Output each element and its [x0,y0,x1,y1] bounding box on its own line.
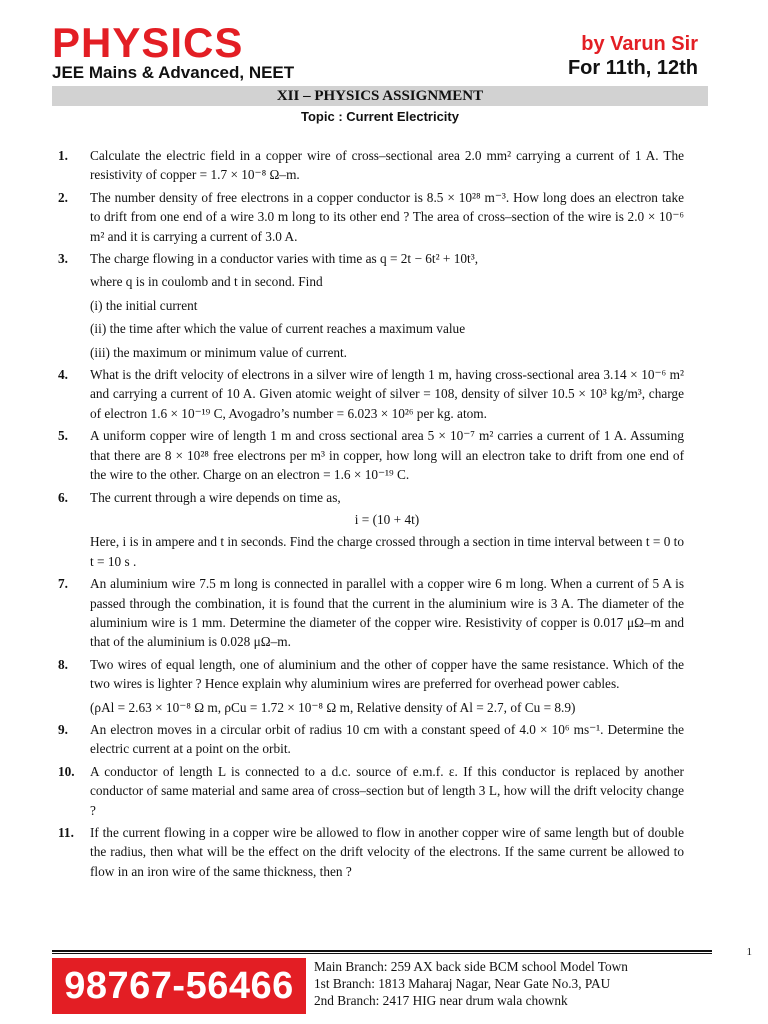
question-text: The number density of free electrons in a copper conductor is 8.5 × 10²⁸ m⁻³. How long does an electron take to drift from one end of a wire 3.0 m long to its other end ? The area of cross–section of the wire is 2.0 × 10⁻⁶ m² and it is carrying a current of 3.0 A. [90,189,684,244]
brand-tagline: JEE Mains & Advanced, NEET [52,63,295,82]
question-item [58,249,684,362]
question-item [58,426,684,484]
question-item [58,574,684,652]
question-list [58,146,684,884]
question-item [58,365,684,423]
brand-logo: PHYSICS [52,19,244,66]
question-text: A conductor of length L is connected to a d.c. source of e.m.f. ε. If this conductor is replaced by another conductor of same material and same area of cross–section but of length 3 L, how will the drift velocity change ? [90,763,684,818]
question-number: 3. [58,251,68,267]
footer-divider [52,953,712,954]
question-item [58,488,684,572]
branch-first: 1st Branch: 1813 Maharaj Nagar, Near Gate No.3, PAU [314,976,611,991]
question-item [58,762,684,820]
question-text: where q is in coulomb and t in second. Find [90,274,323,290]
question-subpart: (i) the initial current [90,297,198,313]
question-item [58,655,684,717]
question-item [58,188,684,246]
question-number: 10. [58,763,75,779]
branch-addresses [314,958,714,1009]
question-text: Two wires of equal length, one of aluminium and the other of copper have the same resistance. Which of the two wires is lighter ? Hence explain why aluminium wires are preferred for overhead power cables. [90,656,684,692]
question-subpart: (ii) the time after which the value of current reaches a maximum value [90,321,466,337]
branch-second: 2nd Branch: 2417 HIG near drum wala chownk [314,993,568,1008]
branch-main: Main Branch: 259 AX back side BCM school Model Town [314,959,628,974]
page-header [0,0,768,86]
question-text: The current through a wire depends on time as, [90,489,341,505]
author-name: by Varun Sir [581,33,698,55]
question-subpart: (iii) the maximum or minimum value of current. [90,344,348,360]
author-block [568,32,698,80]
question-number: 7. [58,576,68,592]
question-item [58,146,684,185]
question-number: 1. [58,148,68,163]
question-number: 5. [58,428,68,444]
question-text: If the current flowing in a copper wire be allowed to flow in another copper wire of same length but of double the radius, then what will be the effect on the drift velocity of the electrons. If the same current be allowed to flow in an iron wire of the same thickness, then ? [90,825,684,879]
page-number: 1 [746,946,752,958]
topic-heading: Topic : Current Electricity [301,109,459,124]
assignment-title: XII – PHYSICS ASSIGNMENT [52,86,708,106]
question-item [58,823,684,881]
question-text: What is the drift velocity of electrons in a silver wire of length 1 m, having cross-sectional area 3.14 × 10⁻⁶ m² and carrying a current of 10 A. Given atomic weight of silver = 108, density of silver 10.5 × 10³ kg/m³, charge of electron 1.6 × 10⁻¹⁹ C, Avogadro’s number = 6.023 × 10²⁶ per kg. atom. [90,367,684,421]
question-text: Calculate the electric field in a copper wire of cross–sectional area 2.0 mm² carrying a current of 1 A. The resistivity of copper = 1.7 × 10⁻⁸ Ω–m. [90,148,684,183]
question-given-data: (ρAl = 2.63 × 10⁻⁸ Ω m, ρCu = 1.72 × 10⁻⁸ Ω m, Relative density of Al = 2.7, of Cu = 8.9) [90,699,576,715]
question-text: The charge flowing in a conductor varies with time as q = 2t − 6t² + 10t³, [90,251,479,267]
question-text: A uniform copper wire of length 1 m and cross sectional area 5 × 10⁻⁷ m² carries a current of 1 A. Assuming that there are 8 × 10²⁸ free electrons per m³ in copper, how long will an electron take to drift from one end of the wire to the other. Charge on an electron = 1.6 × 10⁻¹⁹ C. [90,428,684,483]
question-equation: i = (10 + 4t) [354,511,420,527]
question-number: 2. [58,189,68,205]
question-text: An aluminium wire 7.5 m long is connected in parallel with a copper wire 6 m long. When a current of 5 A is passed through the combination, it is found that the current in the aluminium wire is 3 A. The diameter of the aluminium wire is 1 mm. Determine the diameter of the copper wire. Resistivity of copper is 0.017 μΩ–m and that of the aluminium is 0.028 μΩ–m. [90,576,684,650]
phone-number: 98767-56466 [52,958,306,1014]
question-text: An electron moves in a circular orbit of radius 10 cm with a constant speed of 4.0 × 10⁶ ms⁻¹. Determine the electric current at a point on the orbit. [90,721,684,757]
footer-divider [52,950,712,952]
question-number: 9. [58,721,68,737]
question-text: Here, i is in ampere and t in seconds. Find the charge crossed through a section in time interval between t = 0 to t = 10 s . [90,534,685,569]
question-number: 6. [58,489,68,505]
question-number: 8. [58,656,68,672]
question-item [58,720,684,759]
question-number: 11. [58,825,74,840]
target-classes: For 11th, 12th [567,57,698,79]
question-number: 4. [58,367,68,383]
